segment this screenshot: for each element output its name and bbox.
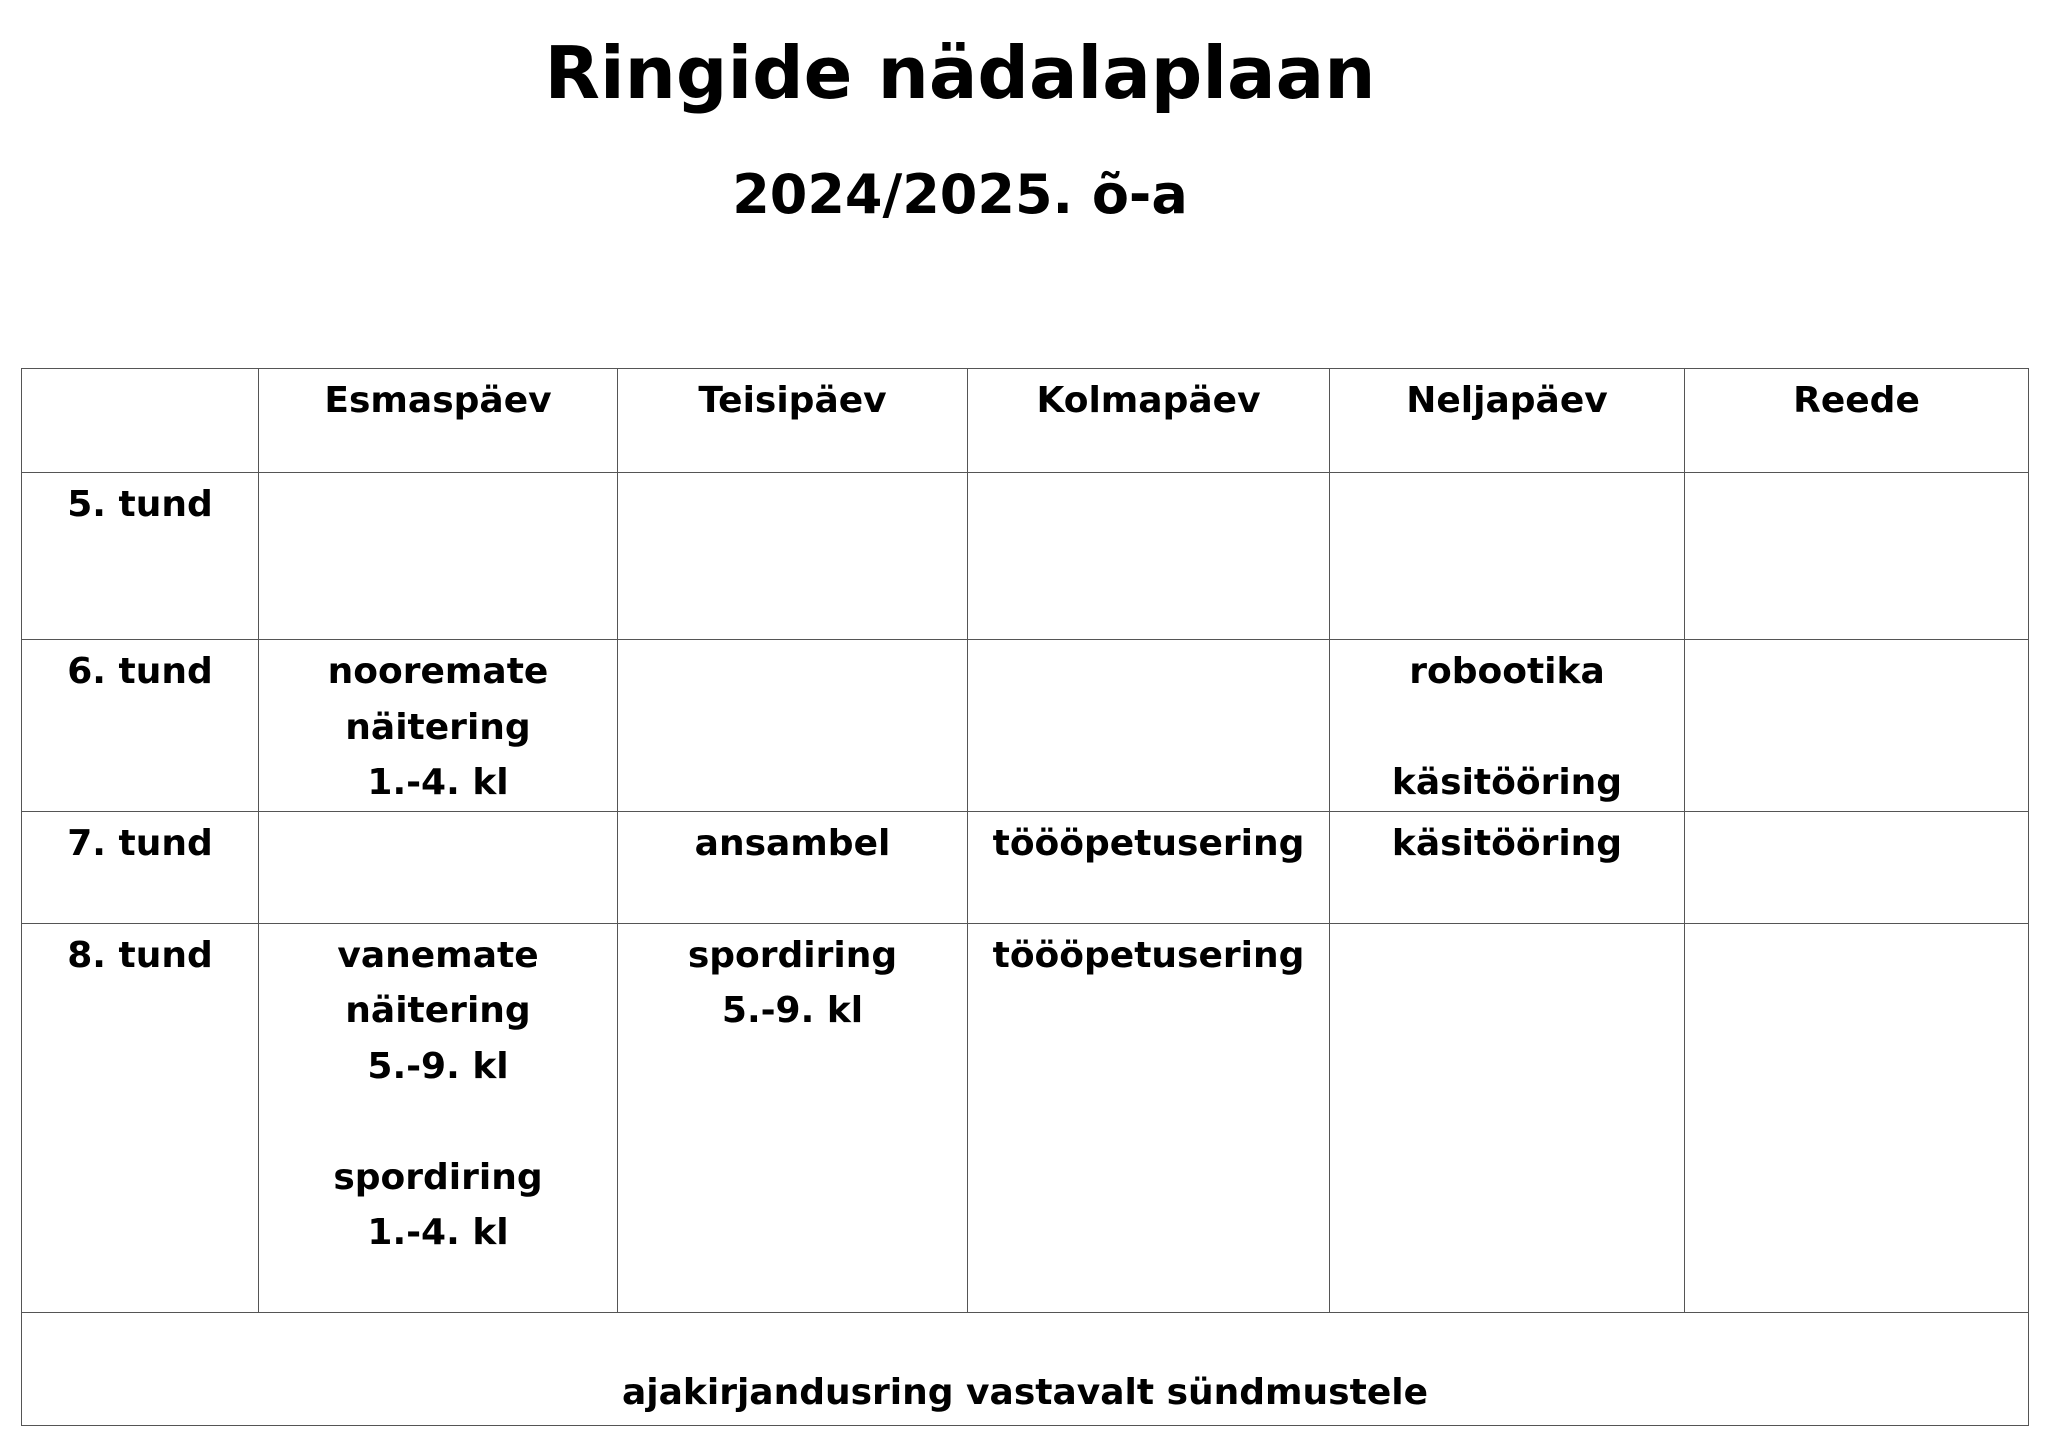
schedule-cell: robootika käsitööring: [1330, 640, 1685, 812]
schedule-cell: [968, 473, 1330, 640]
schedule-cell: [1685, 923, 2029, 1312]
schedule-cell: [1685, 811, 2029, 923]
page-title: Ringide nädalaplaan: [544, 31, 1376, 115]
day-header-friday: Reede: [1685, 369, 2029, 473]
schedule-cell: [1685, 640, 2029, 812]
table-row: [22, 923, 2029, 1312]
period-label: 7. tund: [22, 811, 259, 923]
schedule-cell: töööpetusering: [968, 811, 1330, 923]
table-row: [22, 811, 2029, 923]
schedule-cell: käsitööring: [1330, 811, 1685, 923]
schedule-cell: [259, 473, 618, 640]
schedule-cell: [618, 640, 968, 812]
schedule-cell: [259, 811, 618, 923]
table-footer-row: [22, 1312, 2029, 1425]
corner-cell: [22, 369, 259, 473]
schedule-cell: [1330, 923, 1685, 1312]
period-label: 8. tund: [22, 923, 259, 1312]
day-header-tuesday: Teisipäev: [618, 369, 968, 473]
schedule-cell: töööpetusering: [968, 923, 1330, 1312]
day-header-monday: Esmaspäev: [259, 369, 618, 473]
schedule-cell: [968, 640, 1330, 812]
schedule-cell: ansambel: [618, 811, 968, 923]
period-label: 6. tund: [22, 640, 259, 812]
schedule-cell: spordiring 5.-9. kl: [618, 923, 968, 1312]
schedule-cell: [618, 473, 968, 640]
schedule-cell: [1330, 473, 1685, 640]
footer-note: ajakirjandusring vastavalt sündmustele: [22, 1312, 2029, 1425]
schedule-table: [21, 368, 2029, 1426]
table-row: [22, 473, 2029, 640]
table-row: [22, 640, 2029, 812]
schedule-cell: vanemate näitering 5.-9. kl spordiring 1.-4. kl: [259, 923, 618, 1312]
period-label: 5. tund: [22, 473, 259, 640]
day-header-thursday: Neljapäev: [1330, 369, 1685, 473]
page-subtitle: 2024/2025. õ-a: [732, 163, 1188, 226]
day-header-wednesday: Kolmapäev: [968, 369, 1330, 473]
schedule-cell: [1685, 473, 2029, 640]
table-header-row: [22, 369, 2029, 473]
schedule-cell: nooremate näitering 1.-4. kl: [259, 640, 618, 812]
